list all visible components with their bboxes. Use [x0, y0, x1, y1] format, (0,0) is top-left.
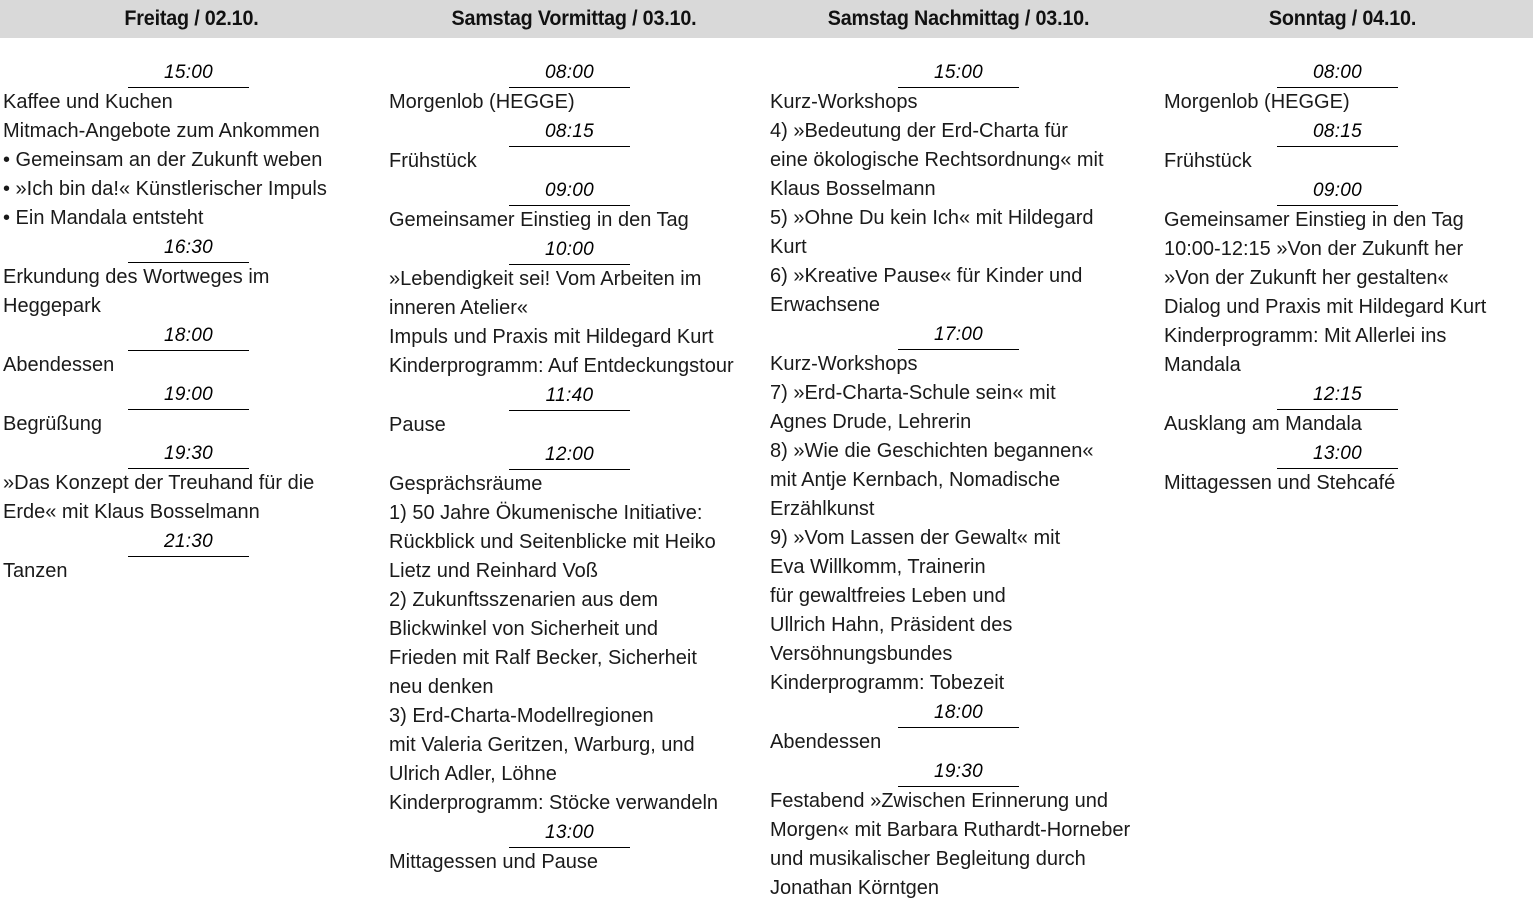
column-header-samstag-vormittag: Samstag Vormittag / 03.10.	[451, 7, 697, 30]
time-marker: 16:30	[128, 233, 249, 263]
column-header-sonntag: Sonntag / 04.10.	[1268, 7, 1417, 30]
event-line: Kinderprogramm: Auf Entdeckungstour	[389, 355, 734, 377]
event-line: Pause	[389, 414, 446, 436]
time-marker: 15:00	[898, 58, 1019, 88]
bullet-line: • Ein Mandala entsteht	[3, 207, 204, 229]
time-marker: 19:00	[128, 380, 249, 410]
event-line: Frühstück	[1164, 150, 1252, 172]
time-marker: 21:30	[128, 527, 249, 557]
time-marker: 09:00	[1277, 176, 1398, 206]
event-line: Eva Willkomm, Trainerin	[770, 556, 986, 578]
event-line: 5) »Ohne Du kein Ich« mit Hildegard	[770, 207, 1094, 229]
schedule-column-samstag-vormittag	[383, 38, 765, 877]
time-marker: 08:00	[1277, 58, 1398, 88]
time-marker: 18:00	[128, 321, 249, 351]
event-line: Mittagessen und Stehcafé	[1164, 472, 1396, 494]
event-line: Frühstück	[389, 150, 477, 172]
event-line: mit Antje Kernbach, Nomadische	[770, 469, 1061, 491]
event-line: Erkundung des Wortweges im	[3, 266, 270, 288]
event-line: Heggepark	[3, 295, 101, 317]
event-line: Morgen« mit Barbara Ruthardt-Horneber	[770, 819, 1131, 841]
event-line: Erzählkunst	[770, 498, 875, 520]
time-marker: 19:30	[128, 439, 249, 469]
event-line: Blickwinkel von Sicherheit und	[389, 618, 659, 640]
event-line: Impuls und Praxis mit Hildegard Kurt	[389, 326, 714, 348]
event-line: Begrüßung	[3, 413, 102, 435]
time-marker: 13:00	[509, 818, 630, 848]
event-line: »Von der Zukunft her gestalten«	[1164, 267, 1449, 289]
bullet-line: • »Ich bin da!« Künstlerischer Impuls	[3, 178, 327, 200]
time-marker: 17:00	[898, 320, 1019, 350]
event-line: Mandala	[1164, 354, 1241, 376]
event-line: Morgenlob (HEGGE)	[389, 91, 575, 113]
event-line: Dialog und Praxis mit Hildegard Kurt	[1164, 296, 1487, 318]
time-marker: 12:15	[1277, 380, 1398, 410]
event-line: Gemeinsamer Einstieg in den Tag	[1164, 209, 1464, 231]
time-marker: 08:15	[509, 117, 630, 147]
event-line: Frieden mit Ralf Becker, Sicherheit	[389, 647, 697, 669]
event-line: mit Valeria Geritzen, Warburg, und	[389, 734, 695, 756]
event-line: Festabend »Zwischen Erinnerung und	[770, 790, 1108, 812]
event-line: und musikalischer Begleitung durch	[770, 848, 1086, 870]
event-line: Abendessen	[3, 354, 115, 376]
schedule-column-freitag	[0, 38, 383, 586]
event-line: Versöhnungsbundes	[770, 643, 953, 665]
event-line: 4) »Bedeutung der Erd-Charta für	[770, 120, 1068, 142]
time-marker: 18:00	[898, 698, 1019, 728]
time-marker: 11:40	[509, 381, 630, 411]
event-line: »Lebendigkeit sei! Vom Arbeiten im	[389, 268, 702, 290]
time-marker: 15:00	[128, 58, 249, 88]
event-line: eine ökologische Rechtsordnung« mit	[770, 149, 1104, 171]
event-line: 9) »Vom Lassen der Gewalt« mit	[770, 527, 1061, 549]
event-line: 2) Zukunftsszenarien aus dem	[389, 589, 659, 611]
event-line: 3) Erd-Charta-Modellregionen	[389, 705, 654, 727]
event-line: 1) 50 Jahre Ökumenische Initiative:	[389, 502, 703, 524]
event-line: Erde« mit Klaus Bosselmann	[3, 501, 260, 523]
event-line: Gemeinsamer Einstieg in den Tag	[389, 209, 689, 231]
time-marker: 12:00	[509, 440, 630, 470]
event-line: Kinderprogramm: Mit Allerlei ins	[1164, 325, 1447, 347]
event-line: Abendessen	[770, 731, 882, 753]
event-line: Kinderprogramm: Stöcke verwandeln	[389, 792, 719, 814]
event-line: inneren Atelier«	[389, 297, 528, 319]
event-line: Agnes Drude, Lehrerin	[770, 411, 972, 433]
event-line: Mitmach-Angebote zum Ankommen	[3, 120, 320, 142]
event-line: 8) »Wie die Geschichten begannen«	[770, 440, 1094, 462]
event-line: Erwachsene	[770, 294, 881, 316]
event-line: Lietz und Reinhard Voß	[389, 560, 599, 582]
event-line: Kinderprogramm: Tobezeit	[770, 672, 1005, 694]
event-line: Ulrich Adler, Löhne	[389, 763, 557, 785]
schedule-header-row	[0, 0, 1533, 38]
event-line: Gesprächsräume	[389, 473, 543, 495]
event-line: Kaffee und Kuchen	[3, 91, 173, 113]
column-header-freitag: Freitag / 02.10.	[124, 7, 259, 30]
event-line: »Das Konzept der Treuhand für die	[3, 472, 315, 494]
event-line: Ausklang am Mandala	[1164, 413, 1362, 435]
event-line: 6) »Kreative Pause« für Kinder und	[770, 265, 1083, 287]
event-line: Kurt	[770, 236, 807, 258]
time-marker: 08:15	[1277, 117, 1398, 147]
event-line: 7) »Erd-Charta-Schule sein« mit	[770, 382, 1056, 404]
event-line: Kurz-Workshops	[770, 91, 918, 113]
event-line: neu denken	[389, 676, 494, 698]
event-line: Jonathan Körntgen	[770, 877, 940, 899]
bullet-line: • Gemeinsam an der Zukunft weben	[3, 149, 323, 171]
event-line: Kurz-Workshops	[770, 353, 918, 375]
schedule-column-sonntag	[1152, 38, 1533, 498]
time-marker: 10:00	[509, 235, 630, 265]
schedule-column-samstag-nachmittag	[765, 38, 1152, 903]
event-line: Morgenlob (HEGGE)	[1164, 91, 1350, 113]
time-marker: 09:00	[509, 176, 630, 206]
event-line: Ullrich Hahn, Präsident des	[770, 614, 1013, 636]
event-line: 10:00-12:15 »Von der Zukunft her	[1164, 238, 1464, 260]
column-header-samstag-nachmittag: Samstag Nachmittag / 03.10.	[827, 7, 1090, 30]
event-line: Mittagessen und Pause	[389, 851, 599, 873]
event-line: Klaus Bosselmann	[770, 178, 936, 200]
time-marker: 08:00	[509, 58, 630, 88]
time-marker: 19:30	[898, 757, 1019, 787]
event-line: für gewaltfreies Leben und	[770, 585, 1006, 607]
event-line: Rückblick und Seitenblicke mit Heiko	[389, 531, 716, 553]
event-line: Tanzen	[3, 560, 68, 582]
schedule-columns	[0, 38, 1533, 908]
time-marker: 13:00	[1277, 439, 1398, 469]
